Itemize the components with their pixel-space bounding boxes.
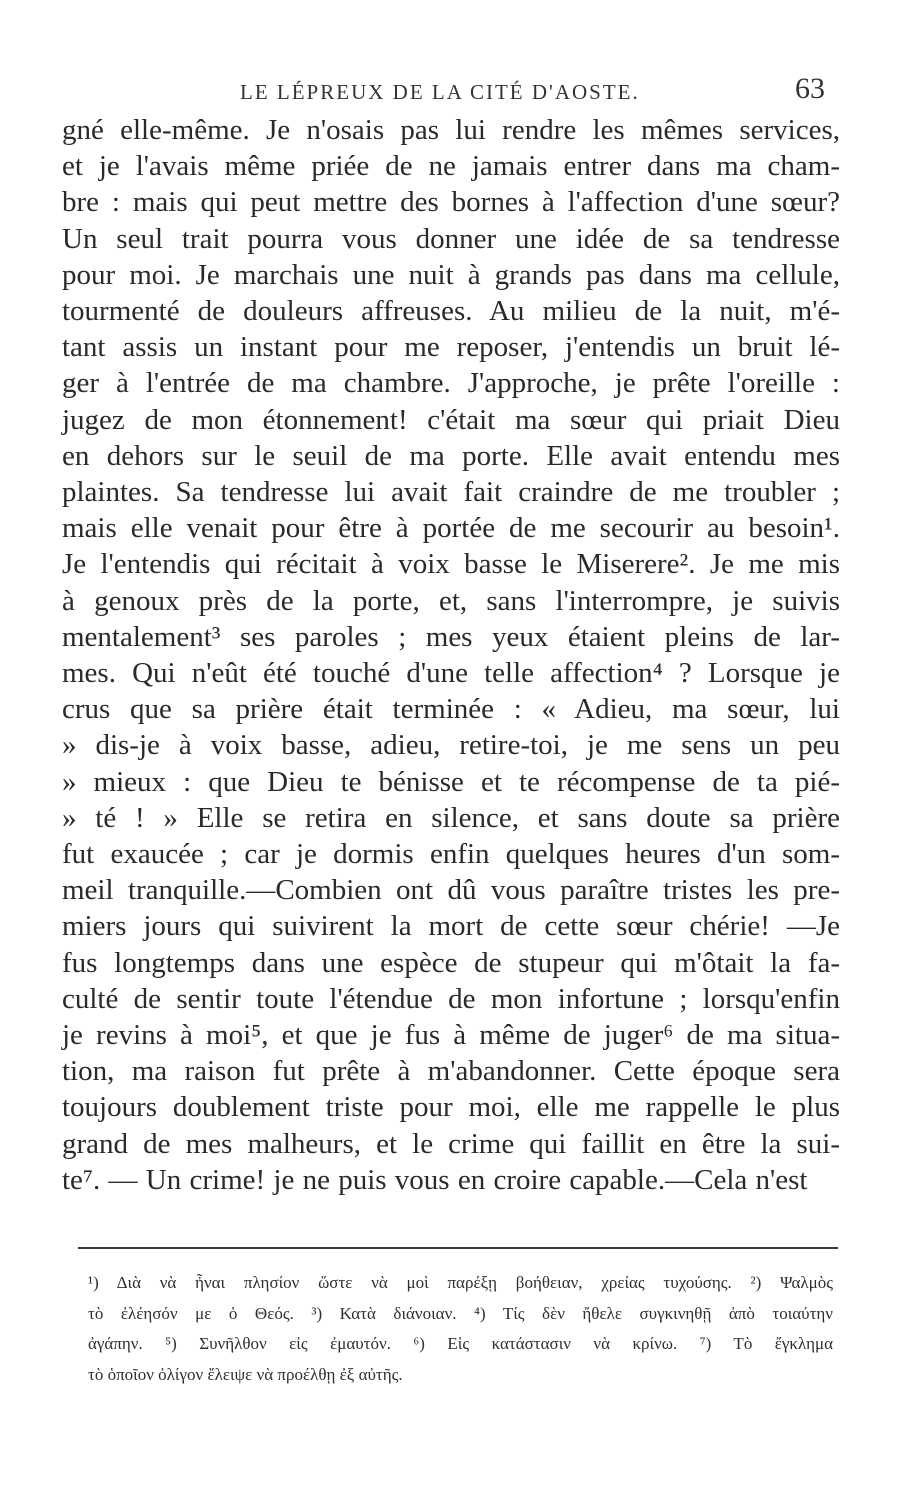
- text-line: toujours doublement triste pour moi, elle me rappelle le plus: [62, 1091, 840, 1124]
- text-line: je revins à moi⁵, et que je fus à même de juger⁶ de ma situa-: [62, 1019, 840, 1052]
- text-line: grand de mes malheurs, et le crime qui faillit en être la sui-: [62, 1127, 840, 1160]
- text-line: mentalement³ ses paroles ; mes yeux étaient pleins de lar-: [62, 620, 840, 653]
- text-line: crus que sa prière était terminée : « Adieu, ma sœur, lui: [62, 693, 840, 726]
- text-line: gné elle-même. Je n'osais pas lui rendre les mêmes services,: [62, 114, 840, 146]
- text-line: mais elle venait pour être à portée de me secourir au besoin¹.: [62, 512, 840, 545]
- page-header: [240, 72, 825, 112]
- main-text: [62, 112, 840, 1198]
- text-line: » dis-je à voix basse, adieu, retire-toi, je me sens un peu: [62, 729, 840, 762]
- footnote-line: τὸ ἐλέησόν με ὁ Θεός. ³) Κατὰ διάνοιαν. ⁴) Τίς δὲν ἤθελε συγκινηθῇ ἀπὸ τοιαύτην: [88, 1303, 833, 1323]
- text-line: fus longtemps dans une espèce de stupeur qui m'ôtait la fa-: [62, 946, 840, 979]
- text-line: et je l'avais même priée de ne jamais entrer dans ma cham-: [62, 150, 840, 183]
- text-line: Un seul trait pourra vous donner une idée de sa tendresse: [62, 222, 840, 255]
- text-line: » té ! » Elle se retira en silence, et sans doute sa prière: [62, 801, 840, 834]
- text-line: fut exaucée ; car je dormis enfin quelques heures d'un som-: [62, 838, 840, 871]
- text-line: pour moi. Je marchais une nuit à grands pas dans ma cellule,: [62, 258, 840, 291]
- text-line: » mieux : que Dieu te bénisse et te récompense de ta pié-: [62, 765, 840, 798]
- text-line: meil tranquille.—Combien ont dû vous paraître tristes les pre-: [62, 874, 840, 907]
- text-line: Je l'entendis qui récitait à voix basse le Miserere². Je me mis: [62, 548, 840, 581]
- running-title: LE LÉPREUX DE LA CITÉ D'AOSTE.: [240, 80, 640, 104]
- text-line: miers jours qui suivirent la mort de cette sœur chérie! —Je: [62, 910, 840, 943]
- footnote-line: ¹) Διὰ νὰ ἦναι πλησίον ὥστε νὰ μοὶ παρέξῃ βοήθειαν, χρείας τυχούσης. ²) Ψαλμὸς: [88, 1273, 833, 1292]
- text-line: bre : mais qui peut mettre des bornes à l'affection d'une sœur?: [62, 186, 840, 219]
- text-line: tant assis un instant pour me reposer, j'entendis un bruit lé-: [62, 331, 840, 364]
- page-number: 63: [795, 72, 825, 105]
- footnote-line: τὸ ὁποῖον ὀλίγον ἔλειψε νὰ προέλθῃ ἐξ αὐτῆς.: [88, 1364, 403, 1384]
- text-line: plaintes. Sa tendresse lui avait fait craindre de me troubler ;: [62, 476, 840, 509]
- text-line: tourmenté de douleurs affreuses. Au milieu de la nuit, m'é-: [62, 295, 840, 328]
- footnotes: [88, 1268, 833, 1390]
- footnote-divider: [78, 1247, 838, 1249]
- footnote-line: ἀγάπην. ⁵) Συνῆλθον εἰς ἐμαυτόν. ⁶) Εἰς κατάστασιν νὰ κρίνω. ⁷) Τὸ ἔγκλημα: [88, 1334, 833, 1353]
- text-line: culté de sentir toute l'étendue de mon infortune ; lorsqu'enfin: [62, 982, 840, 1015]
- text-line: te⁷. — Un crime! je ne puis vous en croire capable.—Cela n'est: [62, 1163, 808, 1196]
- text-line: tion, ma raison fut prête à m'abandonner. Cette époque sera: [62, 1055, 840, 1088]
- text-line: en dehors sur le seuil de ma porte. Elle avait entendu mes: [62, 439, 840, 472]
- text-line: ger à l'entrée de ma chambre. J'approche, je prête l'oreille :: [62, 367, 840, 400]
- text-line: à genoux près de la porte, et, sans l'interrompre, je suivis: [62, 584, 840, 617]
- text-line: jugez de mon étonnement! c'était ma sœur qui priait Dieu: [62, 403, 840, 436]
- text-line: mes. Qui n'eût été touché d'une telle affection⁴ ? Lorsque je: [62, 657, 840, 690]
